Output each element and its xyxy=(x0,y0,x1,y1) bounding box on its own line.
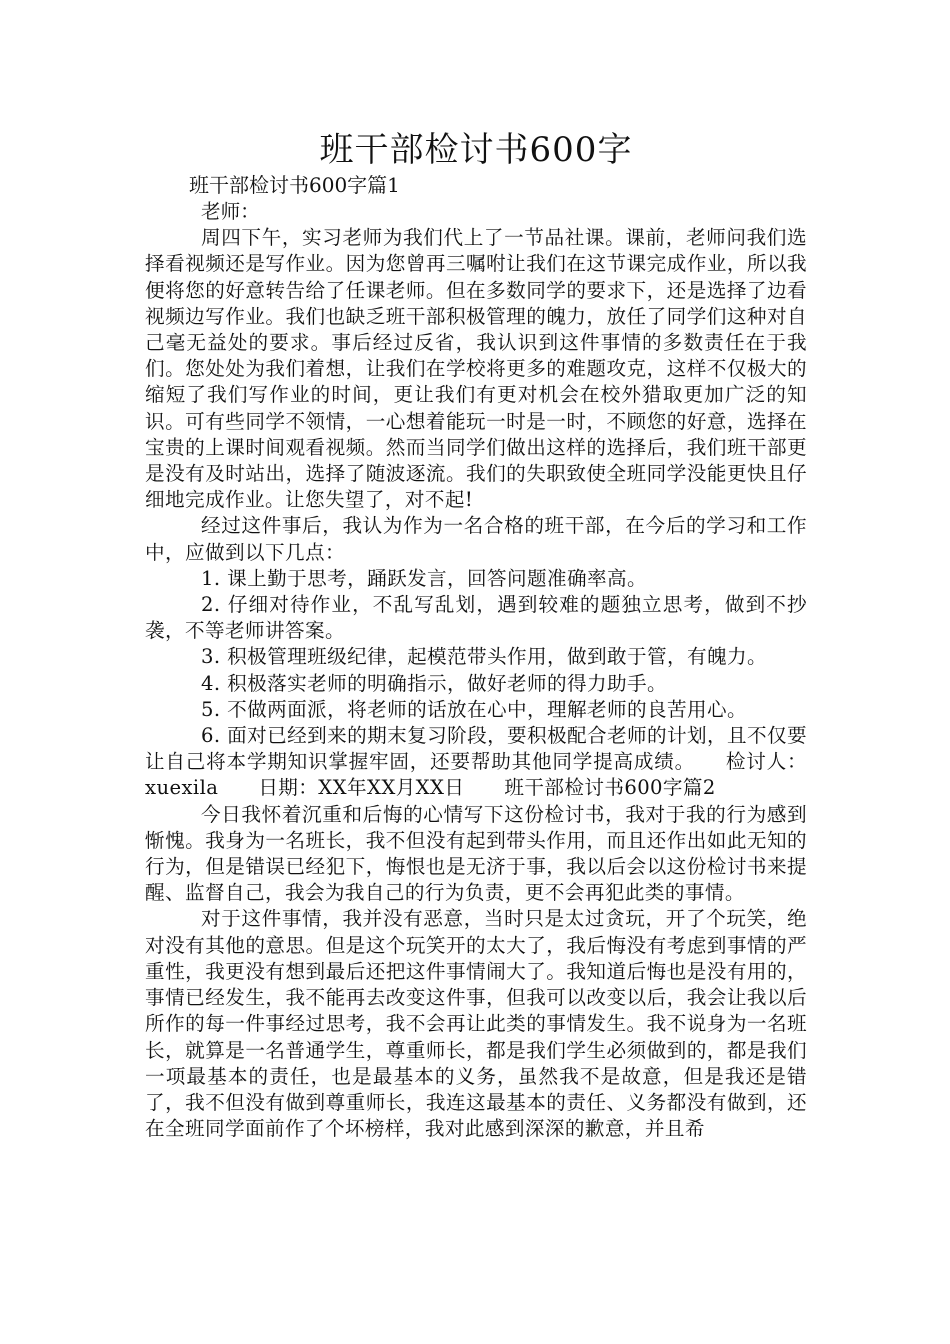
document-page xyxy=(145,128,807,1142)
list-item: 1. 课上勤于思考，踊跃发言，回答问题准确率高。 xyxy=(201,566,647,590)
body-paragraph: 对于这件事情，我并没有恶意，当时只是太过贪玩，开了个玩笑，绝对没有其他的意思。但是这个玩笑开的太大了，我后悔没有考虑到事情的严重性，我更没有想到最后还把这件事情闹大了。我知道后悔也是没有用的，事情已经发生，我不能再去改变这件事，但我可以改变以后，我会让我以后所作的每一件事经过思考，我不会再让此类的事情发生。我不说身为一名班长，就算是一名普通学生，尊重师长，都是我们学生必须做到的，都是我们一项最基本的责任，也是最基本的义务，虽然我不是故意，但是我还是错了，我不但没有做到尊重师长，我连这最基本的责任、义务都没有做到，还在全班同学面前作了个坏榜样，我对此感到深深的歉意，并且希 xyxy=(145,907,807,1141)
list-item: 2. 仔细对待作业，不乱写乱划，遇到较难的题独立思考，做到不抄袭，不等老师讲答案。 xyxy=(145,593,807,643)
body-paragraph: 今日我怀着沉重和后悔的心情写下这份检讨书，我对于我的行为感到惭愧。我身为一名班长，我不但没有起到带头作用，而且还作出如此无知的行为，但是错误已经犯下，悔恨也是无济于事，我以后会以这份检讨书来提醒、监督自己，我会为我自己的行为负责，更不会再犯此类的事情。 xyxy=(145,802,807,905)
body-paragraph: 周四下午，实习老师为我们代上了一节品社课。课前，老师问我们选择看视频还是写作业。因为您曾再三嘱咐让我们在这节课完成作业，所以我便将您的好意转告给了任课老师。但在多数同学的要求下，还是选择了边看视频边写作业。我们也缺乏班干部积极管理的魄力，放任了同学们这种对自己毫无益处的要求。事后经过反省，我认识到这件事情的多数责任在于我们。您处处为我们着想，让我们在学校将更多的难题攻克，这样不仅极大的缩短了我们写作业的时间，更让我们有更对机会在校外猎取更加广泛的知识。可有些同学不领情，一心想着能玩一时是一时，不顾您的好意，选择在宝贵的上课时间观看视频。然而当同学们做出这样的选择后，我们班干部更是没有及时站出，选择了随波逐流。我们的失职致使全班同学没能更快且仔细地完成作业。让您失望了，对不起! xyxy=(145,226,807,512)
document-title: 班干部检讨书600字 xyxy=(319,130,633,170)
salutation: 老师： xyxy=(201,200,260,223)
list-item: 4. 积极落实老师的明确指示，做好老师的得力助手。 xyxy=(201,671,667,695)
section-heading-1: 班干部检讨书600字篇1 xyxy=(189,173,400,197)
list-item: 6. 面对已经到来的期末复习阶段，要积极配合老师的计划，且不仅要让自己将本学期知识掌握牢固，还要帮助其他同学提高成绩。 检讨人：xuexila 日期：XX年XX月XX日 班干部检讨书600字篇2 xyxy=(145,724,807,800)
body-paragraph: 经过这件事后，我认为作为一名合格的班干部，在今后的学习和工作中，应做到以下几点： xyxy=(145,514,807,564)
list-item: 5. 不做两面派，将老师的话放在心中，理解老师的良苦用心。 xyxy=(201,697,747,721)
list-item: 3. 积极管理班级纪律，起模范带头作用，做到敢于管，有魄力。 xyxy=(201,645,767,669)
